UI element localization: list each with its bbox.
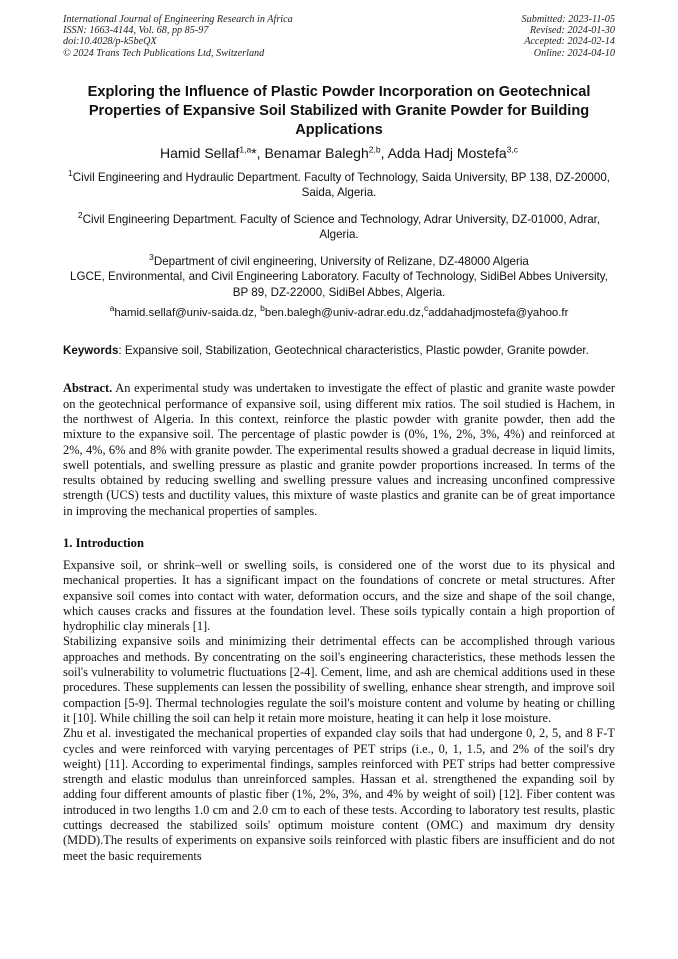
affiliation-2: [63, 209, 615, 243]
submission-dates: [522, 14, 615, 59]
author-sep: *,: [251, 144, 265, 161]
abstract-label: Abstract.: [63, 381, 113, 396]
journal-copyright: © 2024 Trans Tech Publications Ltd, Switzerland: [63, 47, 265, 59]
author-sup: 2,b: [368, 144, 381, 155]
date-accepted: Accepted: 2024-02-14: [524, 36, 615, 48]
section-heading: 1. Introduction: [63, 535, 144, 550]
paper-title: Exploring the Influence of Plastic Powder Incorporation on Geotechnical Properties of Expansive Soil Stabilized with Granite Powder for Building Applications: [87, 83, 591, 138]
email-sup: b: [260, 303, 265, 314]
author-list: [63, 144, 615, 162]
affiliation-3-lab: LGCE, Environmental, and Civil Engineering Laboratory. Faculty of Technology, SidiBel Abbes University, BP 89, DZ-22000, SidiBel Abbes, Algeria.: [70, 270, 608, 299]
author-name: Adda Hadj Mostefa: [387, 144, 507, 161]
author-sup: 1,a: [239, 144, 252, 155]
body-paragraph: Stabilizing expansive soils and minimizing their detrimental effects can be accomplished through various approaches and methods. By concentrating on the soil's engineering characteristics, these methods lessen the soil's vulnerability to volumetric fluctuations [2-4]. Cement, lime, and ash are chemical additions used in these procedures. These supplements can lessen the possibility of swelling, enhance shear strength, and improve soil compaction [5-9]. Thermal technologies regulate the soil's moisture content and volume by heating or chilling it [10]. While chilling the soil can help it retain more moisture, heating it can help it lose moisture.: [63, 634, 615, 725]
date-submitted: Submitted: 2023-11-05: [521, 14, 615, 25]
keywords: [63, 343, 615, 358]
affiliation-sup: 2: [77, 209, 83, 220]
email-link[interactable]: addahadjmostefa@yahoo.fr: [428, 307, 569, 320]
email-sup: c: [424, 303, 429, 314]
email-sup: a: [109, 303, 115, 314]
paper-page: [63, 14, 615, 864]
affiliation-1: [63, 167, 615, 201]
keywords-text: : Expansive soil, Stabilization, Geotechnical characteristics, Plastic powder, Granite powder.: [118, 344, 589, 358]
abstract-text: An experimental study was undertaken to investigate the effect of plastic and granite waste powder on the geotechnical performance of expansive soil, using different mix ratios. The soil studied is Hachem, in the northwest of Algeria. In this context, reinforce the plastic powder with granite powder, then add the mixture to the expansive soil. The percentage of plastic powder is (0%, 1%, 2%, 3%, 4%) and reinforced at 2%, 4%, 6% and 8% with granite powder. The experimental results showed a gradual decrease in liquid limits, swell potentials, and swelling pressure as plastic and granite powder proportions increased. In terms of the results obtained by reducing swelling and swelling pressure values and increasing unconfined compressive strength (UCS) tests and ductility values, this mixture of waste plastics and granite can be of great importance in improving the mechanical properties of samples.: [63, 381, 615, 518]
body-paragraph: Zhu et al. investigated the mechanical properties of expanded clay soils that had undergone 0, 2, 5, and 8 F-T cycles and were reinforced with varying percentages of PET strips (i.e., 0, 1, 1.5, and 2% of the soil's dry weight) [11]. According to experimental findings, samples reinforced with PET strips had better compressive strength and elastic modulus than unreinforced samples. Hassan et al. strengthened the expanding soil by adding four different amounts of plastic fiber (1%, 2%, 3%, and 4% by weight of soil) [12]. Fiber content was introduced in two lengths 1.0 cm and 2.0 cm to each of these tests. According to laboratory test results, plastic cuttings decreased the stabilized soils' optimum moisture content (OMC) and maximum dry density (MDD).The results of experiments on expansive soils reinforced with plastic fibers are insufficient and do not meet the basic requirements: [63, 726, 615, 863]
body-paragraph: Expansive soil, or shrink–well or swelling soils, is considered one of the worst due to its physical and mechanical properties. It has a significant impact on the foundations of concrete or metal structures. After expansive soil comes into contact with water, deformation occurs, and the size and shape of the soil change, which causes cracks and fissures at the foundation level. These soils typically contain a high proportion of hydrophilic clay minerals [1].: [63, 557, 615, 634]
journal-doi: doi:10.4028/p-k5beQX: [63, 36, 157, 48]
journal-header: [63, 14, 615, 59]
date-revised: Revised: 2024-01-30: [529, 25, 615, 37]
affiliation-sup: 3: [149, 251, 154, 262]
affiliation-text: Civil Engineering Department. Faculty of Science and Technology, Adrar University, DZ-01000, Adrar, Algeria.: [82, 212, 601, 242]
email-link[interactable]: hamid.sellaf@univ-saida.dz,: [114, 307, 261, 320]
abstract: [63, 381, 615, 519]
email-link[interactable]: ben.balegh@univ-adrar.edu.dz,: [264, 307, 424, 320]
affiliation-text: Civil Engineering and Hydraulic Department. Faculty of Technology, Saida University, BP 138, DZ-20000, Saida, Algeria.: [72, 170, 610, 200]
affiliation-sup: 1: [68, 167, 73, 178]
author-sup: 3,c: [506, 144, 518, 155]
author-emails: [63, 303, 615, 321]
affiliation-text: Department of civil engineering, University of Relizane, DZ-48000 Algeria: [153, 254, 529, 268]
author-name: Hamid Sellaf: [160, 144, 240, 161]
journal-name: International Journal of Engineering Research in Africa: [63, 14, 293, 25]
author-name: Benamar Balegh: [264, 144, 369, 161]
keywords-label: Keywords: [63, 344, 119, 358]
date-online: Online: 2024-04-10: [533, 47, 615, 59]
journal-issn: ISSN: 1663-4144, Vol. 68, pp 85-97: [63, 25, 209, 37]
author-sep: ,: [380, 144, 388, 161]
journal-info: [63, 14, 293, 59]
affiliation-3: [63, 251, 615, 301]
